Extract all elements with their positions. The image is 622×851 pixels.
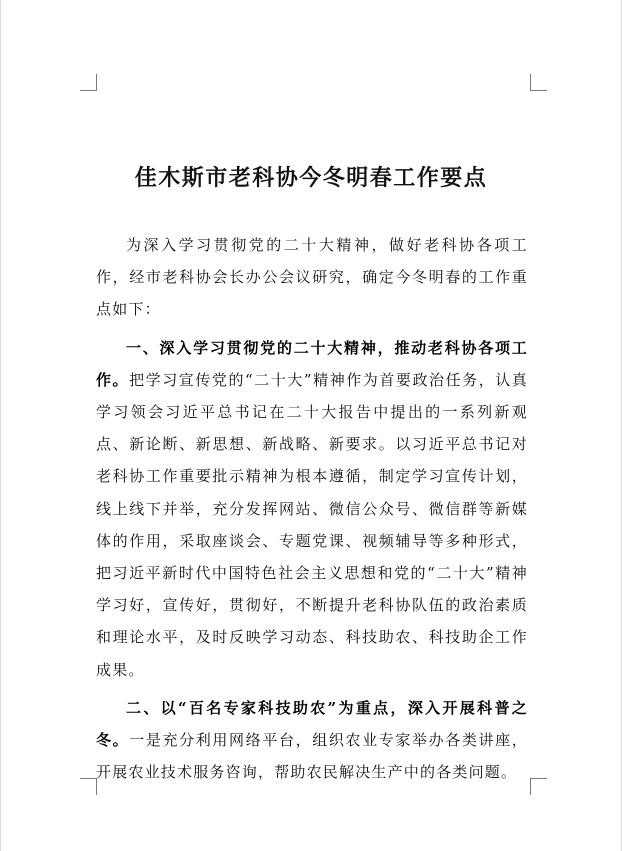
section-1-heading: 一、深入学习贯彻党的二十大精神，推动老科协各项工作。 [96, 338, 528, 389]
margin-corner-bottom-left [80, 778, 97, 795]
section-1-body: 把学习宣传党的“二十大”精神作为首要政治任务，认真学习领会习近平总书记在二十大报告中提出的一系列新观点、新论断、新思想、新战略、新要求。以习近平总书记对老科协工作重要批示精神为根本遵循，制定学习宣传计划，线上线下并举，充分发挥网站、微信公众号、微信群等新媒体的作用，采取座谈会、专题党课、视频辅导等多种形式，把习近平新时代中国特色社会主义思想和党的“二十大”精神学习好，宣传好，贯彻好，不断提升老科协队伍的政治素质和理论水平，及时反映学习动态、科技助农、科技助企工作成果。 [96, 370, 529, 679]
margin-corner-top-left [80, 74, 97, 91]
intro-paragraph: 为深入学习贯彻党的二十大精神，做好老科协各项工作，经市老科协会长办公会议研究，确定今冬明春的工作重点如下： [96, 236, 528, 319]
section-2-heading: 二、以“百名专家科技助农”为重点，深入开展科普之冬。 [96, 698, 528, 750]
section-2-body: 一是充分利用网络平台，组织农业专家举办各类讲座，开展农业技术服务咨询，帮助农民解决生产中的各类问题。 [96, 731, 528, 782]
section-1-paragraph [96, 332, 528, 686]
page-left-edge [0, 0, 1, 851]
document-title: 佳木斯市老科协今冬明春工作要点 [134, 165, 488, 191]
margin-corner-top-right [530, 74, 547, 91]
margin-corner-bottom-right [530, 778, 547, 795]
document-body [96, 229, 528, 788]
section-2-paragraph [96, 692, 528, 789]
